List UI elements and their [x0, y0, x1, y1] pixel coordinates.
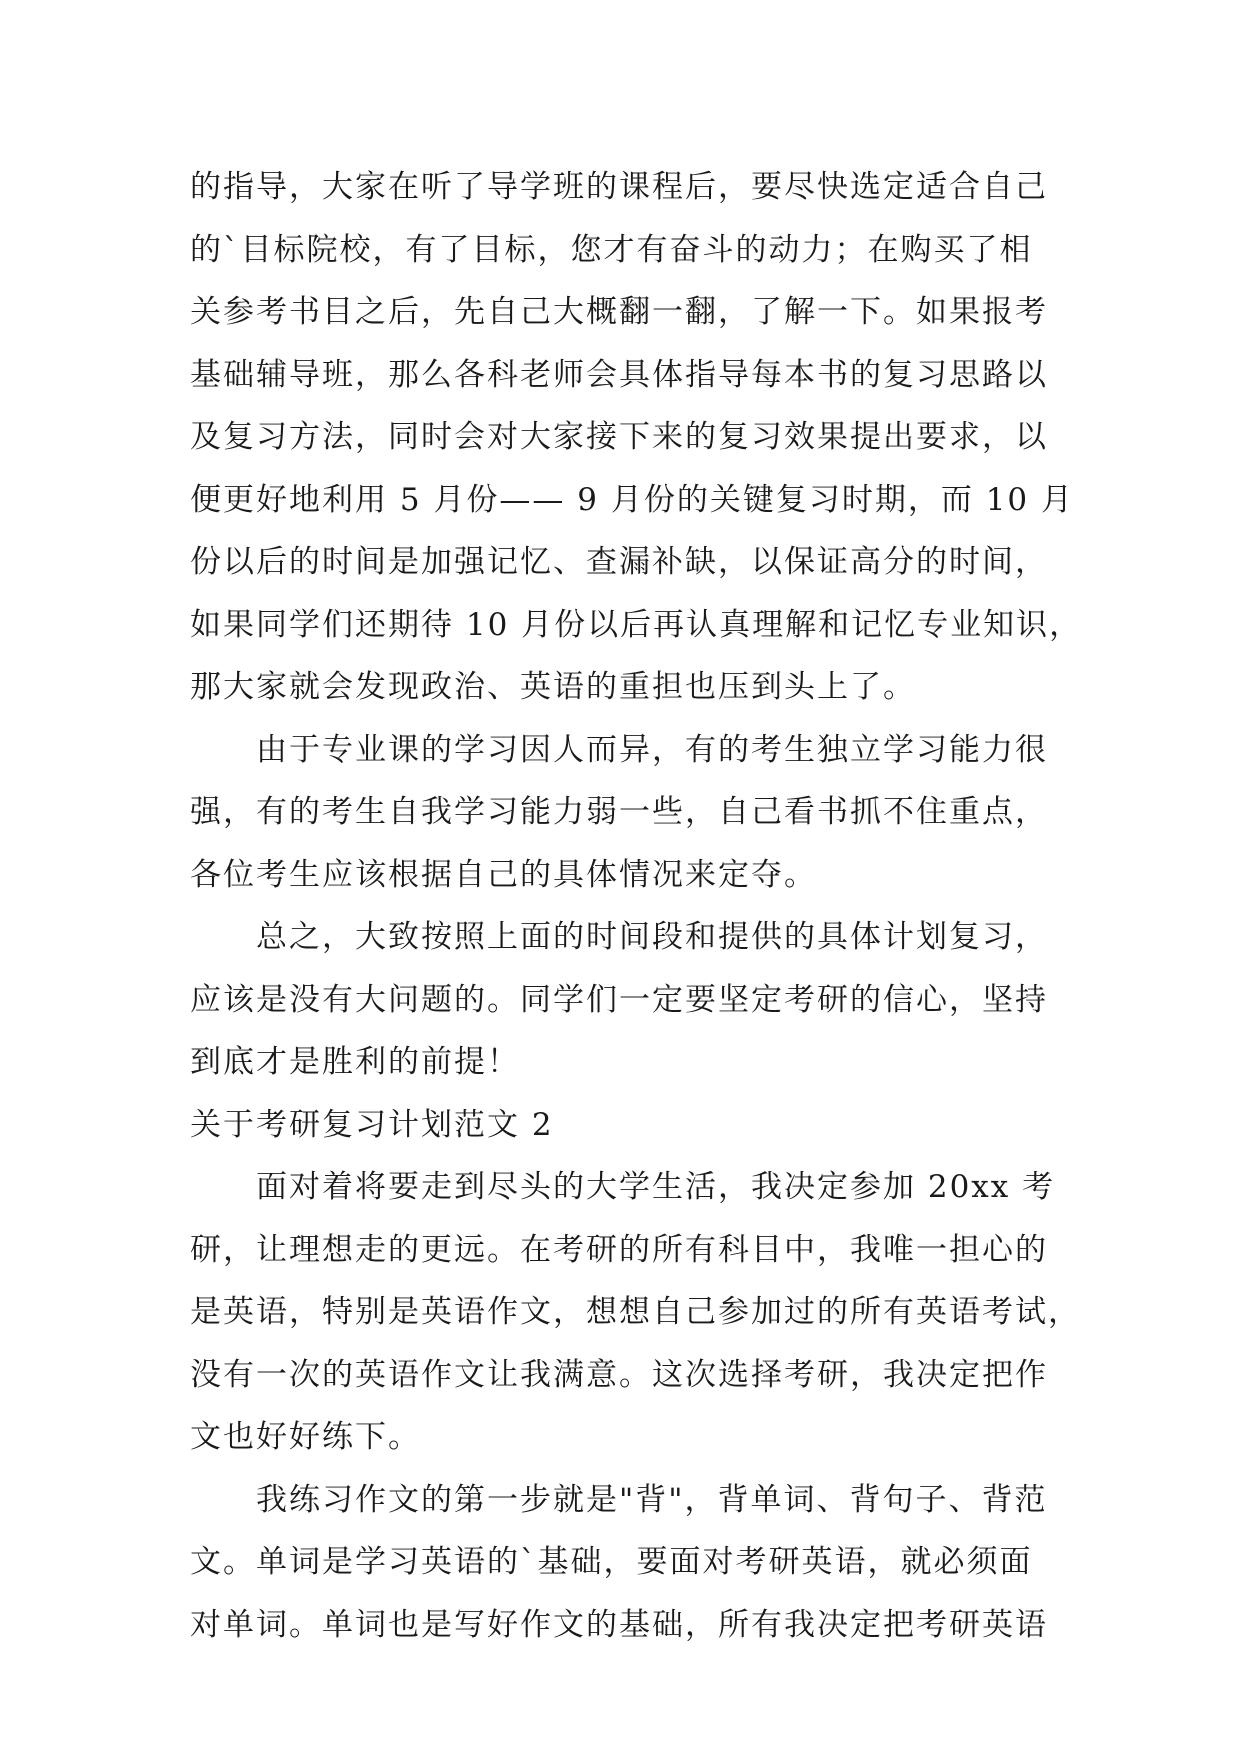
text-line: 份以后的时间是加强记忆、查漏补缺，以保证高分的时间， [190, 544, 1048, 580]
paragraph-first-line: 由于专业课的学习因人而异，有的考生独立学习能力很 [256, 731, 1048, 768]
text-line: 各位考生应该根据自己的具体情况来定夺。 [190, 856, 817, 893]
text-line: 如果同学们还期待 10 月份以后再认真理解和记忆专业知识， [190, 606, 1083, 643]
text-line: 的`目标院校，有了目标，您才有奋斗的动力；在购买了相 [190, 231, 1033, 268]
section-heading: 关于考研复习计划范文 2 [190, 1106, 554, 1143]
text-line: 基础辅导班，那么各科老师会具体指导每本书的复习思路以 [190, 356, 1048, 393]
text-line: 及复习方法，同时会对大家接下来的复习效果提出要求，以 [190, 419, 1048, 455]
text-line: 研，让理想走的更远。在考研的所有科目中，我唯一担心的 [190, 1231, 1048, 1268]
text-line: 的指导，大家在听了导学班的课程后，要尽快选定适合自己 [190, 169, 1048, 205]
paragraph-first-line: 总之，大致按照上面的时间段和提供的具体计划复习， [256, 919, 1048, 955]
text-line: 那大家就会发现政治、英语的重担也压到头上了。 [190, 669, 916, 705]
text-line: 应该是没有大问题的。同学们一定要坚定考研的信心，坚持 [190, 981, 1048, 1018]
paragraph-first-line: 我练习作文的第一步就是"背"，背单词、背句子、背范 [256, 1481, 1048, 1518]
text-line: 到底才是胜利的前提！ [190, 1044, 520, 1080]
text-line: 对单词。单词也是写好作文的基础，所有我决定把考研英语 [190, 1606, 1048, 1643]
paragraph-first-line: 面对着将要走到尽头的大学生活，我决定参加 20xx 考 [256, 1169, 1056, 1205]
text-line: 强，有的考生自我学习能力弱一些，自己看书抓不住重点， [190, 794, 1048, 830]
text-line: 文。单词是学习英语的`基础，要面对考研英语，就必须面 [190, 1544, 1033, 1580]
text-line: 文也好好练下。 [190, 1419, 421, 1455]
text-line: 便更好地利用 5 月份—— 9 月份的关键复习时期，而 10 月 [190, 481, 1075, 518]
text-line: 是英语，特别是英语作文，想想自己参加过的所有英语考试， [190, 1294, 1081, 1330]
document-body [190, 156, 1083, 1656]
text-line: 没有一次的英语作文让我满意。这次选择考研，我决定把作 [190, 1356, 1048, 1393]
text-line: 关参考书目之后，先自己大概翻一翻，了解一下。如果报考 [190, 294, 1048, 330]
